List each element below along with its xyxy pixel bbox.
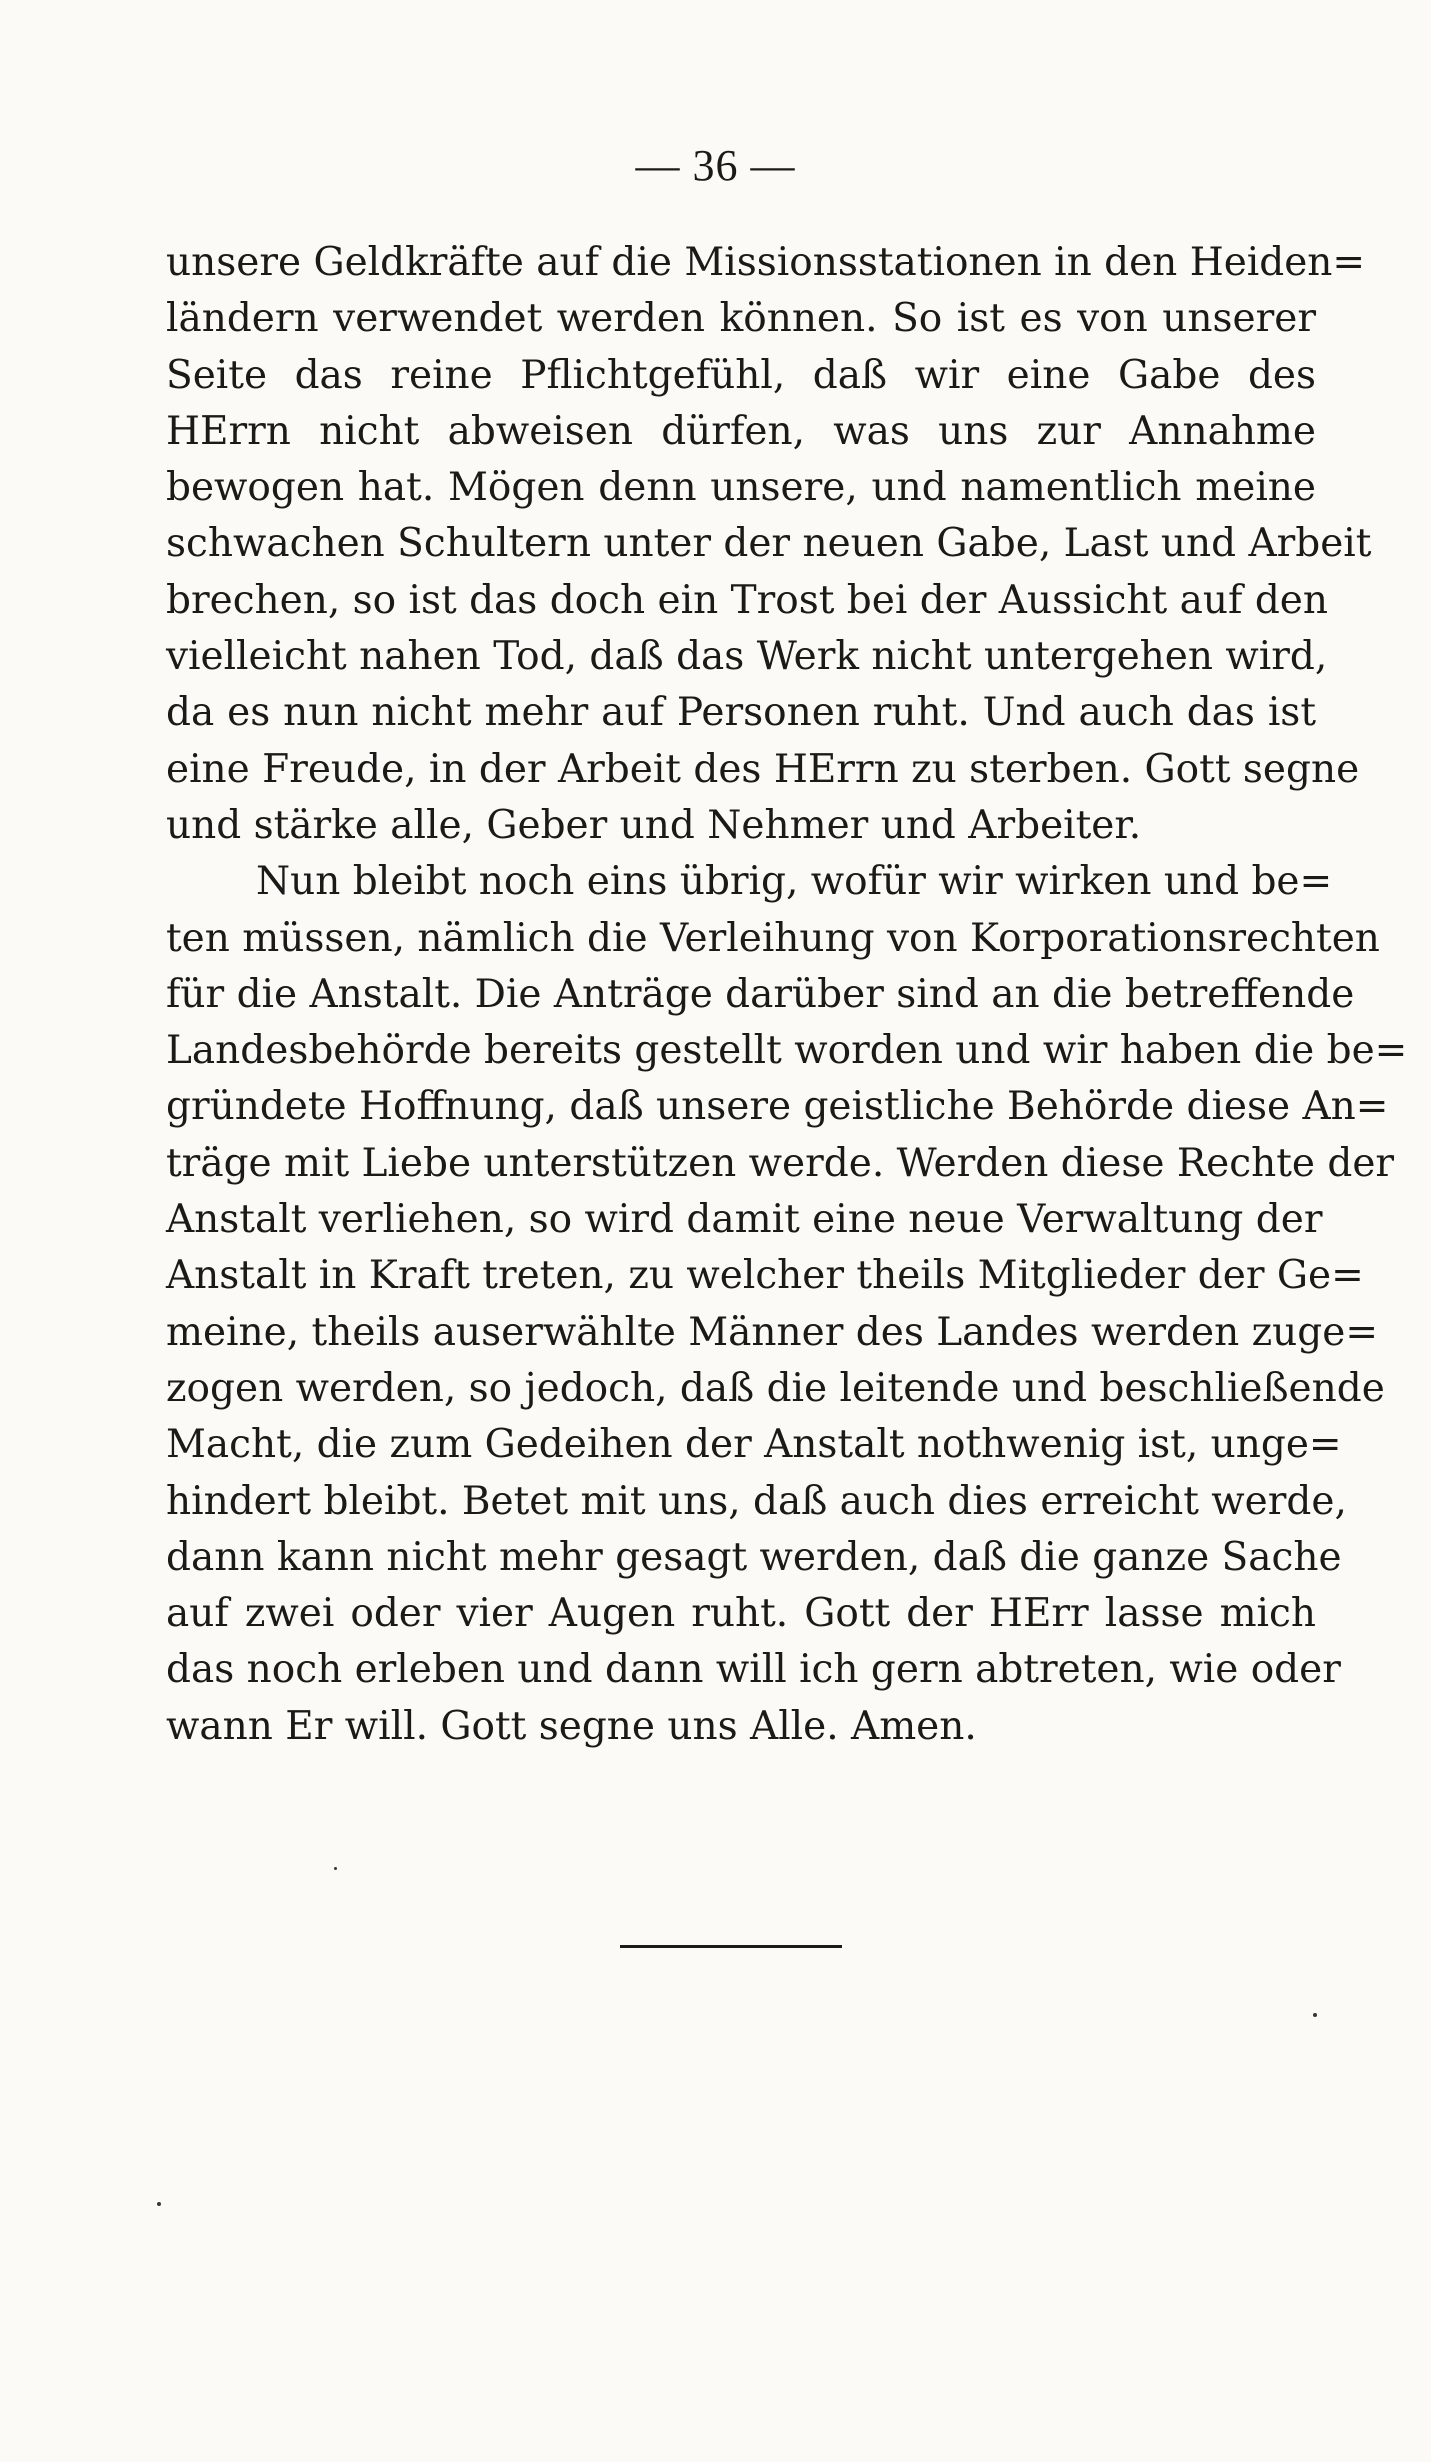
- text-line: dann kann nicht mehr gesagt werden, daß die ganze Sache: [166, 1534, 1342, 1580]
- text-line: Nun bleibt noch eins übrig, wofür wir wirken und be=: [256, 859, 1333, 905]
- text-line: unsere Geldkräfte auf die Missionsstationen in den Heiden=: [166, 240, 1366, 285]
- text-line: ländern verwendet werden können. So ist es von unserer: [166, 296, 1316, 342]
- text-line: brechen, so ist das doch ein Trost bei der Aussicht auf den: [166, 577, 1328, 623]
- text-line: hindert bleibt. Betet mit uns, daß auch dies erreicht werde,: [166, 1478, 1347, 1524]
- body-text: [166, 235, 1408, 1755]
- text-line: Macht, die zum Gedeihen der Anstalt nothwenig ist, unge=: [166, 1422, 1342, 1468]
- page-number: — 36 —: [635, 141, 796, 190]
- print-speck: [157, 2202, 161, 2206]
- text-line: Anstalt verliehen, so wird damit eine neue Verwaltung der: [166, 1197, 1323, 1243]
- print-speck: [1313, 2013, 1317, 2017]
- text-line: vielleicht nahen Tod, daß das Werk nicht untergehen wird,: [166, 634, 1328, 680]
- text-line: meine, theils auserwählte Männer des Landes werden zuge=: [166, 1309, 1379, 1355]
- text-line: wann Er will. Gott segne uns Alle. Amen.: [166, 1703, 977, 1749]
- text-line: schwachen Schultern unter der neuen Gabe, Last und Arbeit: [166, 521, 1372, 567]
- text-line: und stärke alle, Geber und Nehmer und Arbeiter.: [166, 802, 1142, 848]
- text-line: HErrn nicht abweisen dürfen, was uns zur Annahme: [166, 408, 1316, 454]
- end-rule: [620, 1945, 842, 1948]
- text-line: zogen werden, so jedoch, daß die leitende und beschließende: [166, 1365, 1385, 1411]
- text-line: das noch erleben und dann will ich gern abtreten, wie oder: [166, 1647, 1341, 1693]
- text-line: für die Anstalt. Die Anträge darüber sind an die betreffende: [166, 971, 1355, 1017]
- text-line: ten müssen, nämlich die Verleihung von Korporationsrechten: [166, 915, 1380, 961]
- text-line: gründete Hoffnung, daß unsere geistliche Behörde diese An=: [166, 1084, 1389, 1130]
- text-line: Landesbehörde bereits gestellt worden und wir haben die be=: [166, 1028, 1408, 1074]
- text-line: Anstalt in Kraft treten, zu welcher theils Mitglieder der Ge=: [166, 1253, 1364, 1299]
- text-line: eine Freude, in der Arbeit des HErrn zu sterben. Gott segne: [166, 746, 1360, 792]
- text-line: Seite das reine Pflichtgefühl, daß wir eine Gabe des: [166, 352, 1316, 398]
- text-line: bewogen hat. Mögen denn unsere, und namentlich meine: [166, 465, 1316, 511]
- text-line: auf zwei oder vier Augen ruht. Gott der HErr lasse mich: [166, 1591, 1316, 1637]
- print-speck: [334, 1867, 337, 1870]
- text-line: da es nun nicht mehr auf Personen ruht. Und auch das ist: [166, 690, 1316, 736]
- text-line: träge mit Liebe unterstützen werde. Werden diese Rechte der: [166, 1140, 1395, 1186]
